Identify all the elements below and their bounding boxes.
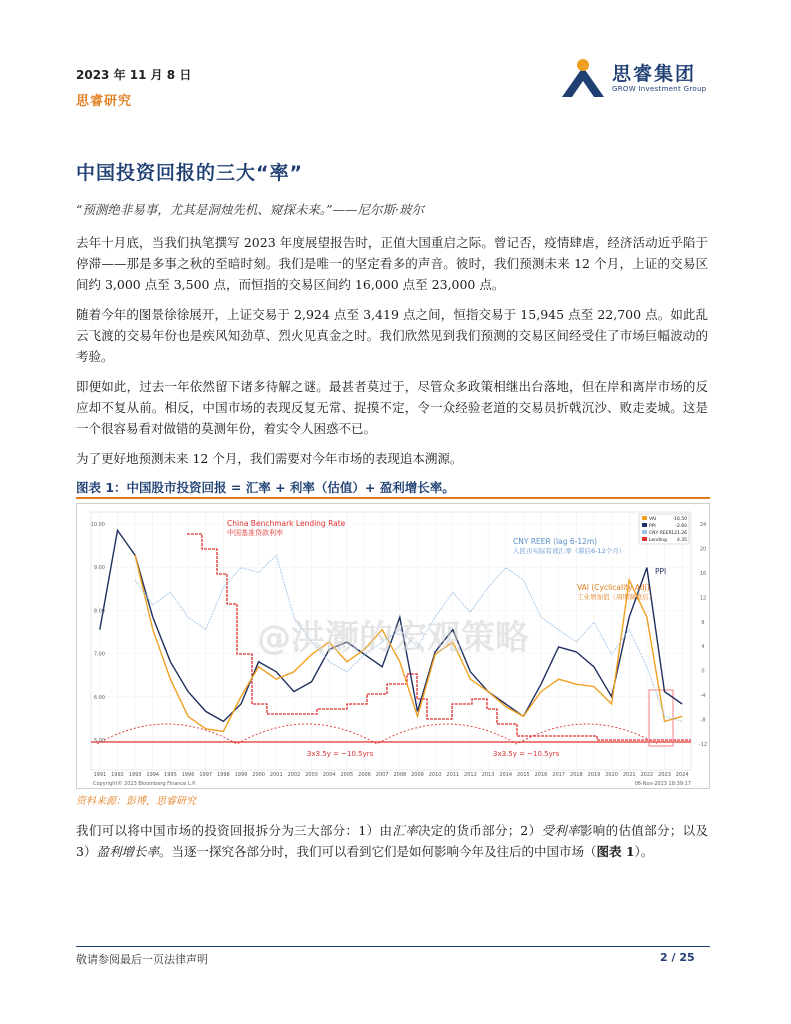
p5-emph-growth: 盈利增长率: [96, 844, 159, 859]
x-tick-label: 2012: [464, 772, 477, 778]
legend-value: -2.60: [675, 524, 687, 529]
annotation-reer-en: CNY REER (lag 6-12m): [513, 537, 598, 546]
y-left-tick-label: 10.00: [90, 522, 105, 528]
y-right-axis-ticks: [699, 522, 707, 748]
y-right-tick-label: 12: [699, 595, 707, 602]
footer-disclaimer: 敬请参阅最后一页法律声明: [76, 953, 208, 966]
x-tick-label: 2018: [569, 772, 583, 778]
x-tick-label: 2023: [658, 772, 671, 778]
y-right-tick-label: 0: [701, 668, 705, 675]
x-tick-label: 1999: [234, 772, 248, 778]
legend-label: VAI: [649, 517, 657, 522]
legend-swatch: [642, 523, 647, 527]
p5-emph-fx: 汇率: [392, 823, 418, 838]
x-tick-label: 2022: [640, 772, 654, 778]
y-right-tick-label: 16: [699, 570, 707, 577]
chart-canvas: [77, 504, 709, 788]
y-right-tick-label: -8: [700, 717, 706, 724]
y-left-tick-label: 9.00: [93, 565, 105, 572]
brand-name-en: GROW Investment Group: [612, 85, 707, 93]
x-tick-label: 2024: [675, 772, 689, 778]
chart-legend: [639, 514, 689, 544]
x-tick-label: 1996: [181, 772, 195, 778]
x-tick-label: 2005: [340, 772, 354, 778]
legend-value: -16.50: [672, 517, 687, 522]
p5-text-a: 我们可以将中国市场的投资回报拆分为三大部分：1）由: [76, 823, 393, 838]
figure-1-chart: [76, 503, 710, 789]
report-date: 2023 年 11 月 8 日: [76, 68, 192, 82]
x-tick-label: 2017: [552, 772, 566, 778]
y-right-tick-label: 4: [701, 644, 705, 651]
x-tick-label: 1998: [216, 772, 230, 778]
y-right-tick-label: 24: [699, 522, 707, 528]
report-series: 思睿研究: [76, 94, 133, 109]
legend-label: Lending: [649, 538, 667, 543]
p5-text-i: ）。: [634, 844, 654, 859]
chart-timestamp: 08-Nov-2023 18:39:17: [634, 781, 691, 787]
x-tick-label: 1995: [164, 772, 177, 778]
brand-logo: [558, 55, 708, 103]
x-tick-label: 2015: [516, 772, 530, 778]
x-tick-label: 2016: [534, 772, 548, 778]
legend-label: PPI: [649, 524, 656, 529]
legend-value: 121.26: [671, 531, 687, 536]
chart-watermark: @洪灏的宏观策略: [257, 618, 529, 658]
y-left-tick-label: 5.00: [93, 738, 105, 744]
annotation-reer-cn: 人民币实际有效汇率（滞后6-12个月）: [513, 547, 626, 555]
x-tick-label: 2002: [287, 772, 301, 778]
x-tick-label: 2009: [411, 772, 424, 778]
paragraph-1: 去年十月底，当我们执笔撰写 2023 年度展望报告时，正值大国重启之际。曾记否，疫情肆虐，经济活动近乎陷于停滞——那是多事之秋的至暗时刻。我们是唯一的坚定看多的声音。彼时，我们预测未来 12 个月，上证的交易区间约 3,000 点至 3,500 点，而恒指的交易区间约 16,000 点至 23,000 点。: [76, 235, 708, 292]
y-right-tick-label: 20: [699, 546, 707, 553]
x-tick-label: 2000: [252, 772, 266, 778]
legend-label: CNY REER: [649, 531, 672, 536]
y-left-tick-label: 8.00: [93, 608, 105, 615]
y-right-tick-label: 8: [701, 619, 705, 626]
legend-swatch: [642, 537, 647, 541]
x-tick-label: 2008: [393, 772, 407, 778]
annotation-lending-en: China Benchmark Lending Rate: [227, 519, 346, 528]
x-tick-label: 1991: [93, 772, 107, 778]
brand-name-cn: 思睿集团: [612, 63, 697, 85]
x-tick-label: 2001: [269, 772, 283, 778]
p5-text-e: 影响的估值部分；以及 3）: [76, 823, 708, 859]
y-right-tick-label: -12: [698, 742, 708, 748]
p5-text-g: 。当逐一探究各部分时，我们可以看到它们是如何影响今年及往后的中国市场（: [158, 844, 597, 859]
article-title: 中国投资回报的三大“率”: [76, 162, 303, 184]
annotation-ppi: PPI: [655, 567, 667, 576]
x-tick-label: 2004: [322, 772, 336, 778]
figure-title-rule: [76, 497, 710, 499]
x-tick-label: 2014: [499, 772, 513, 778]
y-left-tick-label: 7.00: [93, 651, 105, 658]
x-tick-label: 2007: [375, 772, 389, 778]
paragraph-5: [76, 820, 708, 862]
paragraph-3: 即便如此，过去一年依然留下诸多待解之谜。最甚者莫过于，尽管众多政策相继出台落地，但在岸和离岸市场的反应却不复从前。相反，中国市场的表现反复无常、捉摸不定，令一众经验老道的交易员折戟沉沙、败走麦城。这是一个很容易看对做错的莫测年份，着实令人困惑不已。: [76, 379, 708, 436]
annotation-vai-cn: 工业增加值（周期调整后）: [577, 593, 655, 601]
logo-mark-icon: [558, 55, 608, 101]
legend-swatch: [642, 516, 647, 520]
p5-text-c: 决定的货币部分；2）: [417, 823, 542, 838]
x-tick-label: 2011: [446, 772, 460, 778]
x-tick-label: 2003: [305, 772, 318, 778]
p5-figure-ref[interactable]: 图表 1: [596, 844, 635, 859]
chart-copyright: Copyright© 2023 Bloomberg Finance L.P.: [93, 781, 197, 787]
x-tick-label: 1992: [111, 772, 124, 778]
legend-value: 4.35: [676, 538, 687, 543]
legend-swatch: [642, 530, 647, 534]
x-tick-label: 2013: [481, 772, 495, 778]
x-tick-label: 2006: [358, 772, 371, 778]
x-tick-label: 1994: [146, 772, 160, 778]
x-tick-label: 1993: [128, 772, 142, 778]
x-tick-label: 1997: [199, 772, 213, 778]
x-tick-label: 2019: [587, 772, 601, 778]
page-number: 2 / 25: [660, 951, 695, 964]
figure-source: 资料来源：彭博，思睿研究: [76, 796, 196, 807]
footer-rule: [76, 946, 710, 947]
x-axis-ticks: [93, 772, 688, 778]
p5-emph-rate: 受利率: [541, 823, 580, 838]
y-right-tick-label: -4: [700, 693, 706, 700]
annotation-cycle-left: 3x3.5y = ~10.5yrs: [307, 750, 374, 758]
annotation-lending-cn: 中国基准贷款利率: [227, 529, 283, 537]
paragraph-2: 随着今年的图景徐徐展开，上证交易于 2,924 点至 3,419 点之间，恒指交易于 15,945 点至 22,700 点。如此乱云飞渡的交易年份也是疾风知劲草、烈火见真金之时。我们欣然见到我们预测的交易区间经受住了市场巨幅波动的考验。: [76, 307, 708, 364]
paragraph-4: 为了更好地预测未来 12 个月，我们需要对今年市场的表现追本溯源。: [76, 451, 463, 466]
y-left-tick-label: 6.00: [93, 694, 105, 701]
figure-title: 图表 1：中国股市投资回报 = 汇率 + 利率（估值）+ 盈利增长率。: [76, 480, 455, 495]
annotation-cycle-right: 3x3.5y = ~10.5yrs: [493, 750, 560, 758]
x-tick-label: 2020: [605, 772, 618, 778]
x-tick-label: 2010: [428, 772, 442, 778]
x-tick-label: 2021: [622, 772, 636, 778]
annotation-vai-en: VAI (Cyclicality Adj): [577, 583, 650, 592]
opening-quote: “预测绝非易事，尤其是洞烛先机、窥探未来。”——尼尔斯·玻尔: [76, 202, 425, 217]
